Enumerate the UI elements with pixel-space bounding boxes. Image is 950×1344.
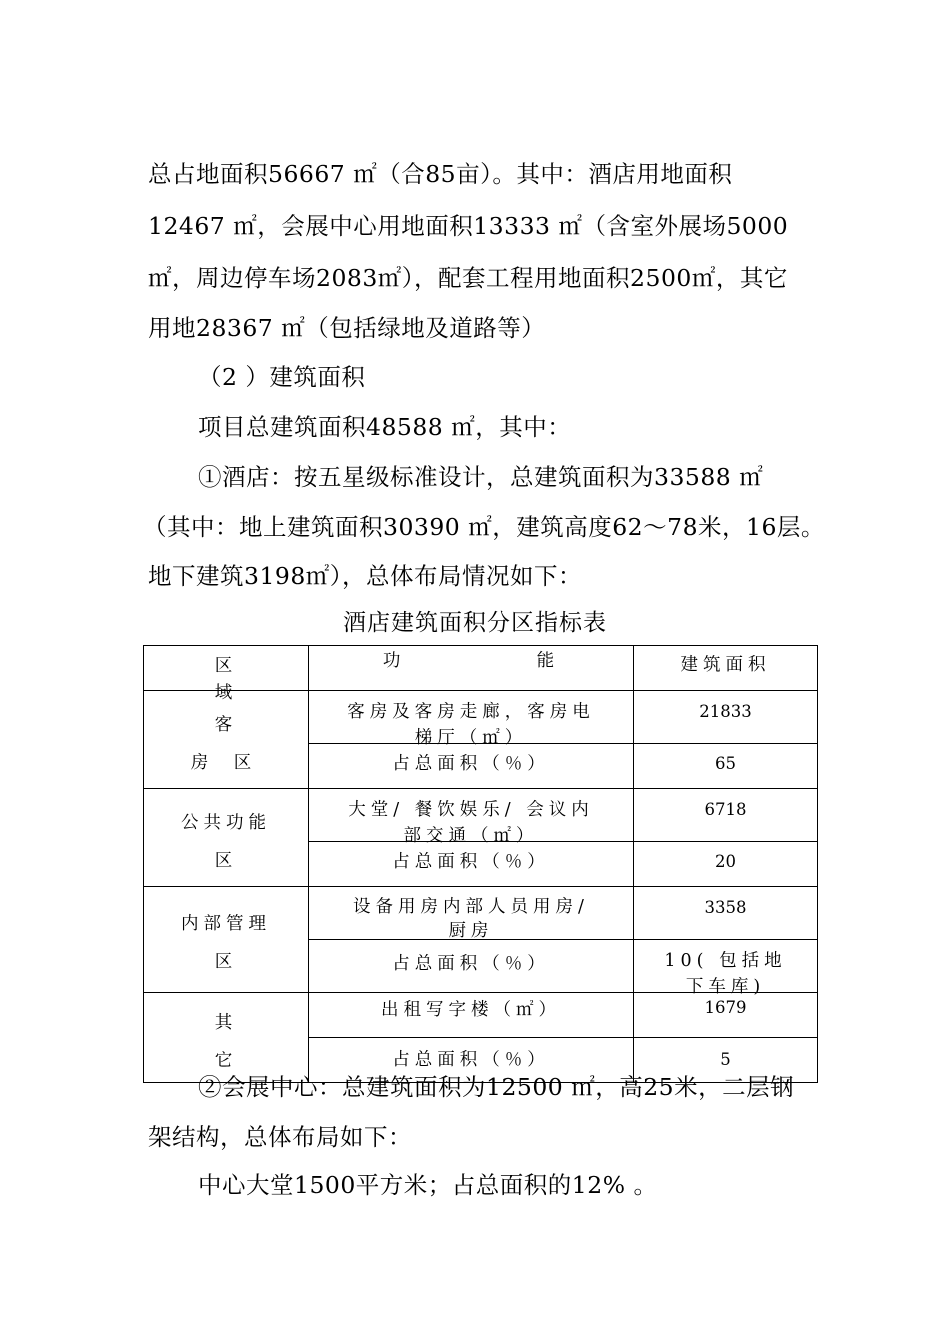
para4-line2: 架结构，总体布局如下： [148, 1123, 412, 1151]
header-function [309, 646, 634, 691]
share-cell [634, 940, 818, 997]
function-text-clipped: 梯厅（㎡） [414, 728, 528, 748]
table-caption: 酒店建筑面积分区指标表 [343, 610, 607, 636]
share-label-cell [309, 940, 634, 993]
zone-label-line1: 内部管理 [181, 914, 271, 934]
function-cell [309, 887, 634, 940]
para2: 项目总建筑面积48588 ㎡，其中： [198, 413, 572, 441]
para1-line3: ㎡，周边停车场2083㎡），配套工程用地面积2500㎡，其它 [148, 264, 788, 292]
para1-line1: 总占地面积56667 ㎡（合85亩）。其中：酒店用地面积 [148, 160, 733, 188]
zone-label-line1: 其 [214, 1013, 238, 1033]
zone-label-line1: 客 [214, 715, 238, 735]
share-label: 占总面积（％） [392, 954, 550, 974]
share-label: 占总面积（％） [392, 754, 550, 774]
area-value: 21833 [699, 702, 752, 721]
share-value: 20 [715, 852, 736, 871]
area-cell [634, 789, 818, 842]
table-row [144, 887, 818, 940]
para3-line2: （其中：地上建筑面积30390 ㎡，建筑高度62～78米，16层。 [143, 513, 825, 541]
share-value-clipped: 下车库) [685, 977, 766, 997]
share-label-cell [309, 842, 634, 887]
share-cell [634, 842, 818, 887]
zone-label-line1: 公共功能 [181, 813, 271, 833]
zone-label-line2: 区 [214, 952, 238, 972]
zone-label-line2: 它 [214, 1051, 238, 1071]
share-cell [634, 744, 818, 789]
zone-label-line2: 区 [214, 851, 238, 871]
function-text: 客房及客房走廊，客房电 [347, 702, 595, 722]
area-value: 1679 [704, 998, 747, 1017]
hotel-area-table [143, 645, 818, 1083]
section-heading: （2 ）建筑面积 [198, 363, 366, 391]
area-cell [634, 887, 818, 940]
para4-line1: ②会展中心：总建筑面积为12500 ㎡，高25米，二层钢 [198, 1073, 795, 1101]
table-row [144, 691, 818, 744]
zone-cell [144, 691, 309, 789]
share-label: 占总面积（％） [392, 1050, 550, 1070]
area-value: 3358 [704, 898, 747, 917]
share-value: 10( 包括地 [664, 951, 787, 971]
area-cell [634, 993, 818, 1038]
header-area [634, 646, 818, 691]
para3-line1: ①酒店：按五星级标准设计，总建筑面积为33588 ㎡ [198, 463, 764, 491]
share-label: 占总面积（％） [392, 852, 550, 872]
share-value: 5 [720, 1050, 731, 1069]
table-row [144, 993, 818, 1038]
function-text: 设备用房内部人员用房/ [353, 897, 589, 917]
function-text-2: 厨房 [448, 921, 494, 941]
area-cell [634, 691, 818, 744]
zone-cell [144, 789, 309, 887]
area-value: 6718 [704, 800, 747, 819]
para3-line3: 地下建筑3198㎡），总体布局情况如下： [148, 562, 583, 590]
function-cell [309, 789, 634, 846]
header-zone [144, 646, 309, 703]
table-header-row [144, 646, 818, 691]
header-zone-top: 区 [214, 656, 238, 676]
para1-line4: 用地28367 ㎡（包括绿地及道路等） [148, 314, 546, 342]
share-label-cell [309, 744, 634, 789]
table-row [144, 789, 818, 842]
header-area-text: 建筑面积 [680, 655, 771, 675]
zone-cell [144, 887, 309, 993]
function-cell [309, 691, 634, 748]
function-text: 大堂/ 餐饮娱乐/ 会议内 [348, 800, 594, 820]
share-value: 65 [715, 754, 736, 773]
function-text-clipped: 部交通（㎡） [403, 826, 539, 846]
header-function-b: 能 [536, 651, 560, 671]
para5: 中心大堂1500平方米；占总面积的12% 。 [198, 1171, 658, 1199]
function-text: 出租写字楼（㎡） [381, 1000, 561, 1020]
function-cell [309, 993, 634, 1038]
header-function-a: 功 [382, 651, 406, 671]
para1-line2: 12467 ㎡，会展中心用地面积13333 ㎡（含室外展场5000 [148, 212, 789, 240]
zone-label-line2: 房 区 [190, 753, 262, 773]
header-zone-clipped: 域 [214, 683, 238, 703]
